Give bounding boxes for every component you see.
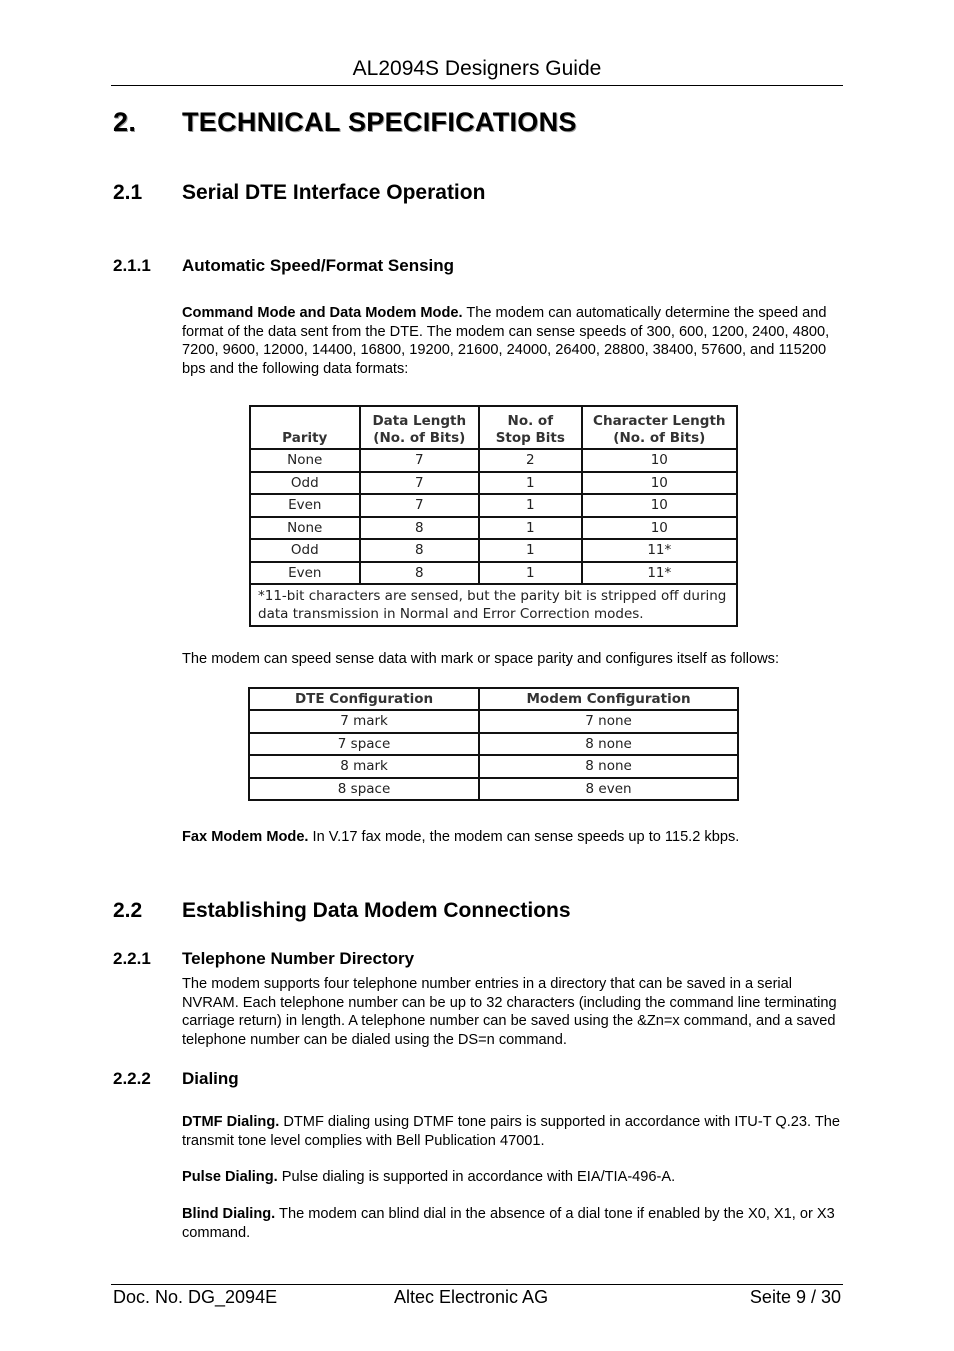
column-header-text: Data Length (No. of Bits) — [372, 413, 467, 446]
paragraph-lead: DTMF Dialing. — [182, 1114, 280, 1130]
table-cell: 8 — [360, 517, 480, 540]
table-row — [249, 733, 738, 756]
table-cell: 8 — [360, 539, 480, 562]
paragraph-lead: Pulse Dialing. — [182, 1169, 278, 1185]
table-cell: 7 none — [479, 710, 738, 733]
column-header-text: Character Length (No. of Bits) — [593, 413, 726, 446]
table-cell: 7 mark — [249, 710, 479, 733]
column-header-text: No. of Stop Bits — [495, 413, 565, 446]
table-cell: 8 none — [479, 755, 738, 778]
table-cell: None — [250, 449, 360, 472]
table-note-row — [250, 584, 737, 626]
paragraph-lead: Command Mode and Data Modem Mode. — [182, 305, 463, 321]
header-divider — [111, 85, 843, 86]
column-header: Parity — [250, 406, 360, 449]
table-cell: 2 — [479, 449, 582, 472]
chapter-title: TECHNICAL SPECIFICATIONS — [182, 107, 577, 137]
paragraph-command-mode — [182, 304, 844, 378]
paragraph-text: DTMF dialing using DTMF tone pairs is supported in accordance with ITU-T Q.23. The transmit tone level complies with Bell Publication 47001. — [182, 1114, 841, 1149]
table-cell: 8 — [360, 562, 480, 585]
table-cell: 1 — [479, 517, 582, 540]
table-row — [249, 710, 738, 733]
table-row — [250, 472, 737, 495]
subsection-number: 2.2.1 — [113, 949, 151, 968]
table-cell: Even — [250, 494, 360, 517]
paragraph-blind-dialing — [182, 1205, 844, 1242]
table-cell: 1 — [479, 562, 582, 585]
table-cell: 7 — [360, 449, 480, 472]
paragraph-text: The modem can automatically determine the speed and format of the data sent from the DTE. The modem can sense speeds of 300, 600, 1200, 2400, 4800, 7200, 9600, 12000, 14400, 16800, 19200, 21600, 24000, 26400, 28800, 38400, 57600, and 115200 bps and the following data formats: — [182, 305, 830, 377]
paragraph-text: Pulse dialing is supported in accordance with EIA/TIA-496-A. — [277, 1169, 676, 1185]
table-cell: 8 mark — [249, 755, 479, 778]
table-row — [250, 449, 737, 472]
table-cell: 7 — [360, 472, 480, 495]
table-row — [249, 778, 738, 801]
table-footnote: *11-bit characters are sensed, but the parity bit is stripped off during data transmission in Normal and Error Correction modes. — [250, 584, 737, 626]
paragraph-text: The modem can blind dial in the absence of a dial tone if enabled by the X0, X1, or X3 command. — [182, 1206, 835, 1241]
table-cell: 10 — [582, 472, 737, 495]
paragraph-lead: Blind Dialing. — [182, 1206, 276, 1222]
table-cell: 8 space — [249, 778, 479, 801]
paragraph-lead: Fax Modem Mode. — [182, 829, 309, 845]
table-row — [249, 755, 738, 778]
footer-page-number: Seite 9 / 30 — [749, 1287, 841, 1307]
footer-divider — [111, 1284, 843, 1285]
subsection-number: 2.2.2 — [113, 1069, 151, 1088]
page-header-title: AL2094S Designers Guide — [352, 57, 602, 80]
table-cell: 8 none — [479, 733, 738, 756]
paragraph-fax-mode — [182, 828, 844, 847]
chapter-number: 2. — [113, 107, 137, 137]
table-cell: 7 space — [249, 733, 479, 756]
paragraph-telephone-directory: The modem supports four telephone number entries in a directory that can be saved in a serial NVRAM. Each telephone number can be up to 32 characters (including the command line terminating carriage return) in length. A telephone number can be saved using the &Zn=x command, and a saved telephone number can be dialed using the DS=n command. — [182, 976, 837, 1048]
subsection-title: Telephone Number Directory — [182, 949, 415, 968]
table-cell: None — [250, 517, 360, 540]
paragraph-dtmf-dialing — [182, 1113, 844, 1150]
table-row — [250, 494, 737, 517]
table-cell: 1 — [479, 494, 582, 517]
column-header: Modem Configuration — [479, 688, 738, 710]
table-row — [250, 539, 737, 562]
paragraph-text: In V.17 fax mode, the modem can sense speeds up to 115.2 kbps. — [308, 829, 740, 845]
table-cell: 11* — [582, 539, 737, 562]
paragraph-speed-sense: The modem can speed sense data with mark or space parity and configures itself as follows: — [182, 651, 780, 667]
section-number: 2.2 — [113, 899, 143, 922]
data-format-table — [249, 405, 738, 627]
column-header — [479, 406, 582, 449]
table-cell: Even — [250, 562, 360, 585]
configuration-table — [248, 687, 739, 801]
table-cell: Odd — [250, 472, 360, 495]
column-header — [360, 406, 480, 449]
table-cell: 7 — [360, 494, 480, 517]
table-cell: Odd — [250, 539, 360, 562]
table-cell: 10 — [582, 494, 737, 517]
table-header-row — [249, 688, 738, 710]
table-cell: 1 — [479, 472, 582, 495]
section-title: Establishing Data Modem Connections — [182, 899, 571, 922]
column-header: DTE Configuration — [249, 688, 479, 710]
table-row — [250, 562, 737, 585]
footer-doc-number: Doc. No. DG_2094E — [113, 1287, 278, 1307]
subsection-title: Automatic Speed/Format Sensing — [182, 256, 455, 275]
table-row — [250, 517, 737, 540]
subsection-number: 2.1.1 — [113, 256, 151, 275]
paragraph-pulse-dialing — [182, 1168, 844, 1187]
table-cell: 10 — [582, 449, 737, 472]
subsection-title: Dialing — [182, 1069, 239, 1088]
footer-company: Altec Electronic AG — [394, 1287, 549, 1307]
table-cell: 11* — [582, 562, 737, 585]
table-header-row — [250, 406, 737, 449]
section-number: 2.1 — [113, 181, 143, 204]
column-header — [582, 406, 737, 449]
section-title: Serial DTE Interface Operation — [182, 181, 486, 204]
table-cell: 1 — [479, 539, 582, 562]
table-cell: 10 — [582, 517, 737, 540]
table-cell: 8 even — [479, 778, 738, 801]
